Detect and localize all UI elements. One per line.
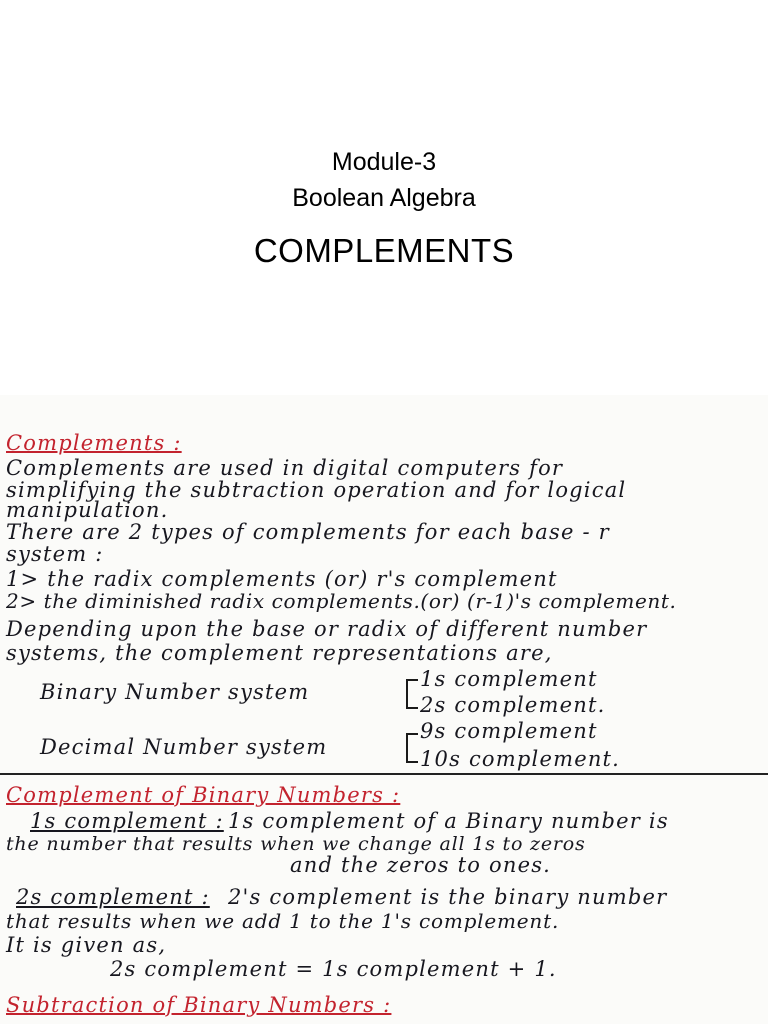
binary-system-label: Binary Number system <box>40 680 310 704</box>
depend-line-2: systems, the complement representations are, <box>6 641 553 665</box>
subject-label: Boolean Algebra <box>292 184 476 212</box>
intro-line-2: simplifying the subtraction operation and for logical <box>6 478 627 502</box>
binary-ones-option: 1s complement <box>420 667 598 691</box>
decimal-nines-option: 9s complement <box>420 719 598 743</box>
binary-twos-option: 2s complement. <box>420 693 606 717</box>
page-title: COMPLEMENTS <box>253 232 515 269</box>
handwritten-notes-page <box>0 395 768 1024</box>
types-line-2: system : <box>6 542 104 566</box>
subtraction-heading: Subtraction of Binary Numbers : <box>6 993 392 1017</box>
ones-definition-3: and the zeros to ones. <box>290 853 552 877</box>
decimal-system-label: Decimal Number system <box>40 735 328 759</box>
twos-formula: 2s complement = 1s complement + 1. <box>110 957 557 981</box>
ones-definition-2: the number that results when we change all 1s to zeros <box>6 833 586 855</box>
twos-definition-1: 2's complement is the binary number <box>228 885 668 909</box>
intro-line-3: manipulation. <box>6 498 169 522</box>
types-line-1: There are 2 types of complements for each base - r <box>6 520 610 544</box>
twos-definition-3: It is given as, <box>6 933 167 957</box>
decimal-tens-option: 10s complement. <box>420 747 621 771</box>
depend-line-1: Depending upon the base or radix of different number <box>6 617 648 641</box>
type-radix: 1> the radix complements (or) r's complement <box>6 567 558 591</box>
module-label: Module-3 <box>331 148 437 176</box>
ones-definition-1: 1s complement of a Binary number is <box>228 809 669 833</box>
twos-definition-2: that results when we add 1 to the 1's complement. <box>6 909 560 933</box>
title-slide <box>0 0 768 395</box>
section-divider <box>0 773 768 775</box>
twos-complement-label: 2s complement : <box>16 885 210 909</box>
intro-line-1: Complements are used in digital computers for <box>6 456 564 480</box>
binary-brace <box>406 679 418 709</box>
decimal-brace <box>406 733 418 763</box>
complements-heading: Complements : <box>6 431 182 455</box>
binary-complement-heading: Complement of Binary Numbers : <box>6 783 401 807</box>
type-diminished-radix: 2> the diminished radix complements.(or) (r-1)'s complement. <box>6 589 677 613</box>
ones-complement-label: 1s complement : <box>30 809 224 833</box>
